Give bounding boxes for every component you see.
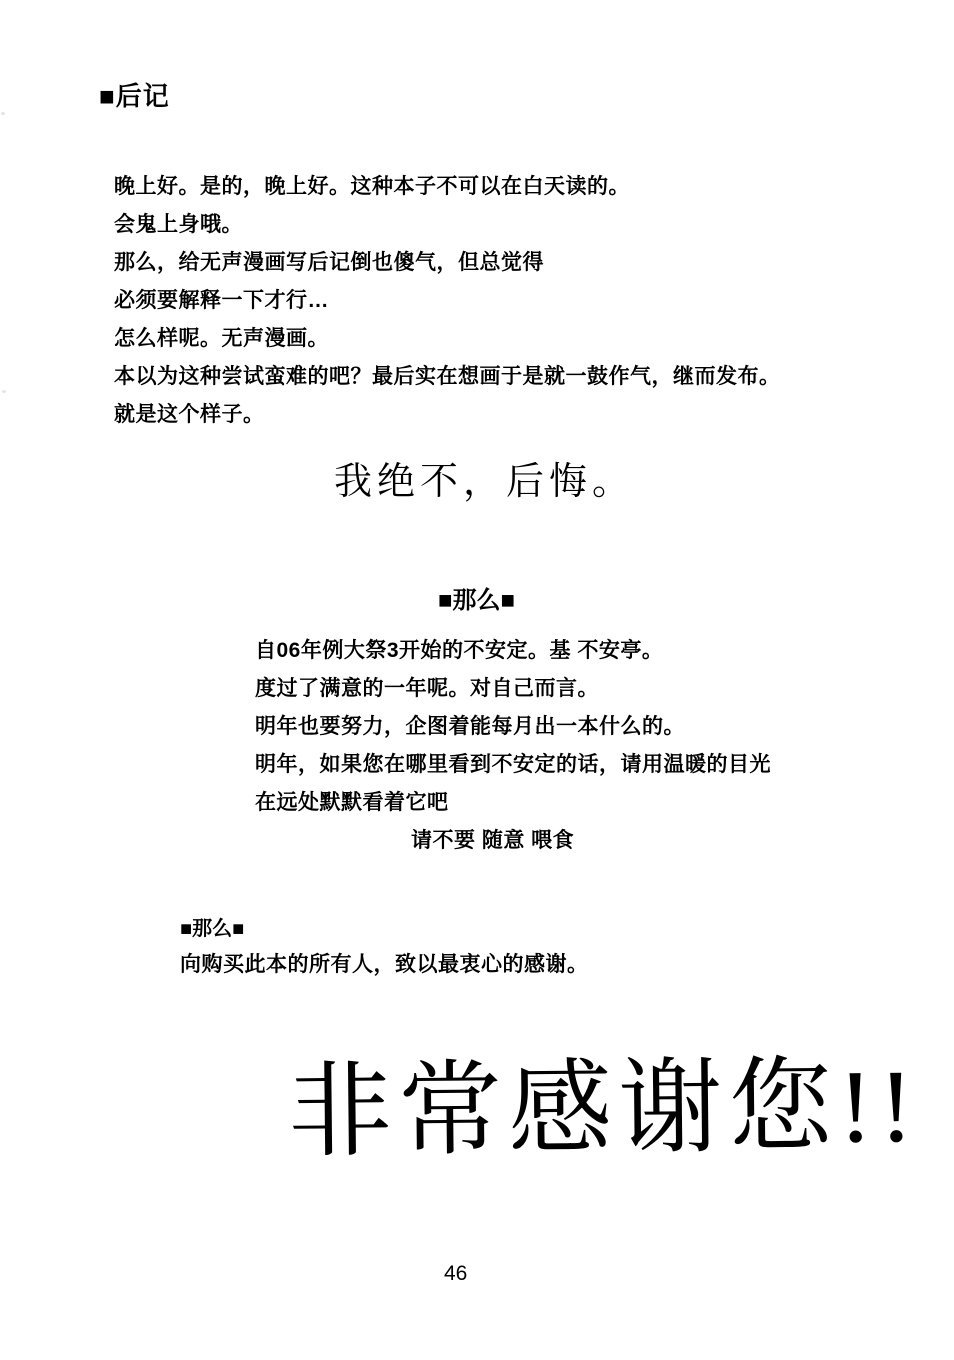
section-one-line: 自06年例大祭3开始的不安定。基 不安亭。 [255, 639, 664, 662]
section-one-paragraph [255, 632, 771, 860]
intro-paragraph [114, 168, 781, 434]
section-two-heading: ■那么■ [180, 918, 245, 940]
scan-artifact [2, 390, 6, 393]
page-title: ■后记 [99, 81, 170, 111]
section-one-line: 在远处默默看着它吧 [255, 791, 449, 814]
section-one-line: 度过了满意的一年呢。对自己而言。 [255, 677, 599, 700]
intro-line: 怎么样呢。无声漫画。 [114, 327, 329, 350]
intro-line: 那么，给无声漫画写后记倒也傻气，但总觉得 [114, 251, 544, 274]
intro-line: 必须要解释一下才行… [114, 289, 329, 312]
section-one-line: 明年也要努力，企图着能每月出一本什么的。 [255, 715, 685, 738]
section-one-line: 明年，如果您在哪里看到不安定的话，请用温暖的目光 [255, 753, 771, 776]
declaration-brush-text: 我绝不，后悔。 [334, 459, 636, 503]
section-one-heading: ■那么■ [438, 587, 515, 614]
intro-line: 就是这个样子。 [114, 403, 265, 426]
scan-artifact [1, 112, 5, 115]
section-two-thanks-line: 向购买此本的所有人，致以最衷心的感谢。 [180, 953, 589, 976]
intro-line: 会鬼上身哦。 [114, 213, 243, 236]
intro-line: 晚上好。是的，晚上好。这种本子不可以在白天读的。 [114, 175, 630, 198]
intro-line: 本以为这种尝试蛮难的吧？最后实在想画于是就一鼓作气，继而发布。 [114, 365, 781, 388]
page-number: 46 [444, 1262, 468, 1285]
section-one-indented-line: 请不要 随意 喂食 [411, 829, 575, 852]
handwritten-big-thanks: 非常感谢您!! [287, 1048, 920, 1171]
